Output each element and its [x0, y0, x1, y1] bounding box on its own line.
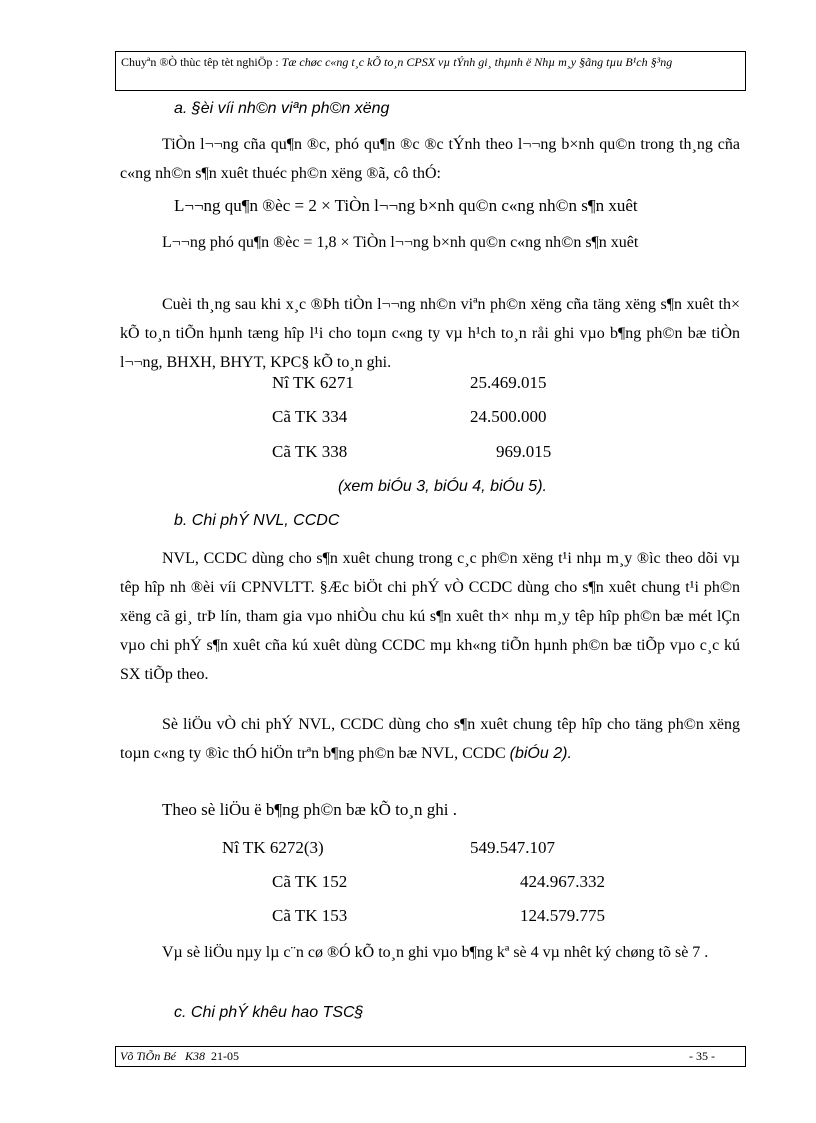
section-b-paragraph-2-ref: (biÓu 2). — [509, 745, 572, 762]
section-b-paragraph-3: Theo sè liÖu ë b¶ng ph©n bæ kÕ to¸n ghi . — [162, 800, 457, 819]
section-b-paragraph-1: NVL, CCDC dùng cho s¶n xuêt chung trong c¸c ph©n xëng t¹i nhµ m¸y ®ìc theo dõi vµ têp hîp nh ®èi víi CPNVLTT. §Æc biÖt chi phÝ vÒ CCDC dùng cho s¶n xuêt chung t¹i ph©n xëng cã gi¸ trÞ lín, tham gia vµo nhiÒu chu kú s¶n xuêt th× nhµ m¸y têp hîp ph©n bæ mét lÇn vµo chi phÝ s¶n xuêt cña kú xuêt dùng CCDC mµ kh«ng tiÕn hµnh ph©n bæ tiÕp vµo c¸c kú SX tiÕp theo. — [120, 550, 740, 683]
journal-a-credit-amount-2: 969.015 — [496, 442, 552, 461]
journal-a-credit-account-2: Cã TK 338 — [272, 442, 348, 461]
section-a-heading: a. §èi víi nh©n viªn ph©n xëng — [174, 100, 390, 117]
section-b-paragraph-4: Vµ sè liÖu nµy lµ c¨n cø ®Ó kÕ to¸n ghi vµo b¶ng kª sè 4 vµ nhêt ký chøng tõ sè 7 . — [162, 944, 709, 961]
formula-quan-doc: L¬¬ng qu¶n ®èc = 2 × TiÒn l¬¬ng b×nh qu©n c«ng nh©n s¶n xuêt — [174, 196, 638, 215]
journal-a-debit-amount: 25.469.015 — [470, 373, 547, 392]
journal-b-credit-amount-2: 124.579.775 — [520, 906, 605, 925]
journal-a-credit-account-1: Cã TK 334 — [272, 407, 348, 426]
section-b-paragraph-2 — [120, 710, 740, 768]
journal-b-credit-amount-1: 424.967.332 — [520, 872, 605, 891]
page-footer — [115, 1046, 746, 1067]
journal-a-credit-amount-1: 24.500.000 — [470, 407, 547, 426]
section-a-paragraph-2: Cuèi th¸ng sau khi x¸c ®Þh tiÒn l¬¬ng nh©n viªn ph©n xëng cña täng xëng s¶n xuêt th× kÕ to¸n tiÕn hµnh tæng hîp l¹i cho toµn c«ng ty vµ h¹ch to¸n råi ghi vµo b¶ng ph©n bæ tiÒn l¬¬ng, BHXH, BHYT, KPC§ kÕ to¸n ghi. — [120, 296, 740, 371]
section-b-heading: b. Chi phÝ NVL, CCDC — [174, 512, 340, 529]
journal-b-debit-amount: 549.547.107 — [470, 838, 555, 857]
header-label: Chuyªn ®Ò thùc têp tèt nghiÖp : — [121, 55, 279, 69]
header-title: Tæ chøc c«ng t¸c kÕ to¸n CPSX vµ tÝnh gi¸ thµnh ë Nhµ m¸y §ãng tµu B¹ch §³ng — [281, 55, 673, 69]
section-a-paragraph-1: TiÒn l¬¬ng cña qu¶n ®c, phó qu¶n ®c ®c tÝnh theo l¬¬ng b×nh qu©n trong th¸ng cña c«ng nh©n s¶n xuêt thuéc ph©n xëng ®ã, cô thÓ: — [120, 136, 740, 182]
journal-b-credit-account-1: Cã TK 152 — [272, 872, 348, 891]
footer-code: 21-05 — [211, 1049, 240, 1063]
journal-a-debit-account: Nî TK 6271 — [272, 373, 354, 392]
journal-b-debit-account: Nî TK 6272(3) — [222, 838, 324, 857]
section-b-paragraph-2-text: Sè liÖu vÒ chi phÝ NVL, CCDC dùng cho s¶n xuêt chung têp hîp cho täng ph©n xëng toµn c«ng ty ®ìc thÓ hiÖn trªn b¶ng ph©n bæ NVL, CCDC — [120, 716, 740, 762]
page-header — [115, 51, 746, 91]
footer-author-info — [120, 1047, 239, 1066]
page-number: - 35 - — [689, 1049, 715, 1063]
footer-author: Võ TiÕn Bé — [120, 1049, 176, 1063]
journal-b-credit-account-2: Cã TK 153 — [272, 906, 348, 925]
formula-pho-quan-doc: L¬¬ng phó qu¶n ®èc = 1,8 × TiÒn l¬¬ng b×nh qu©n c«ng nh©n s¶n xuêt — [162, 234, 639, 251]
section-a-reference: (xem biÓu 3, biÓu 4, biÓu 5). — [338, 478, 547, 495]
section-c-heading: c. Chi phÝ khêu hao TSC§ — [174, 1004, 364, 1021]
footer-class: K38 — [185, 1049, 206, 1063]
